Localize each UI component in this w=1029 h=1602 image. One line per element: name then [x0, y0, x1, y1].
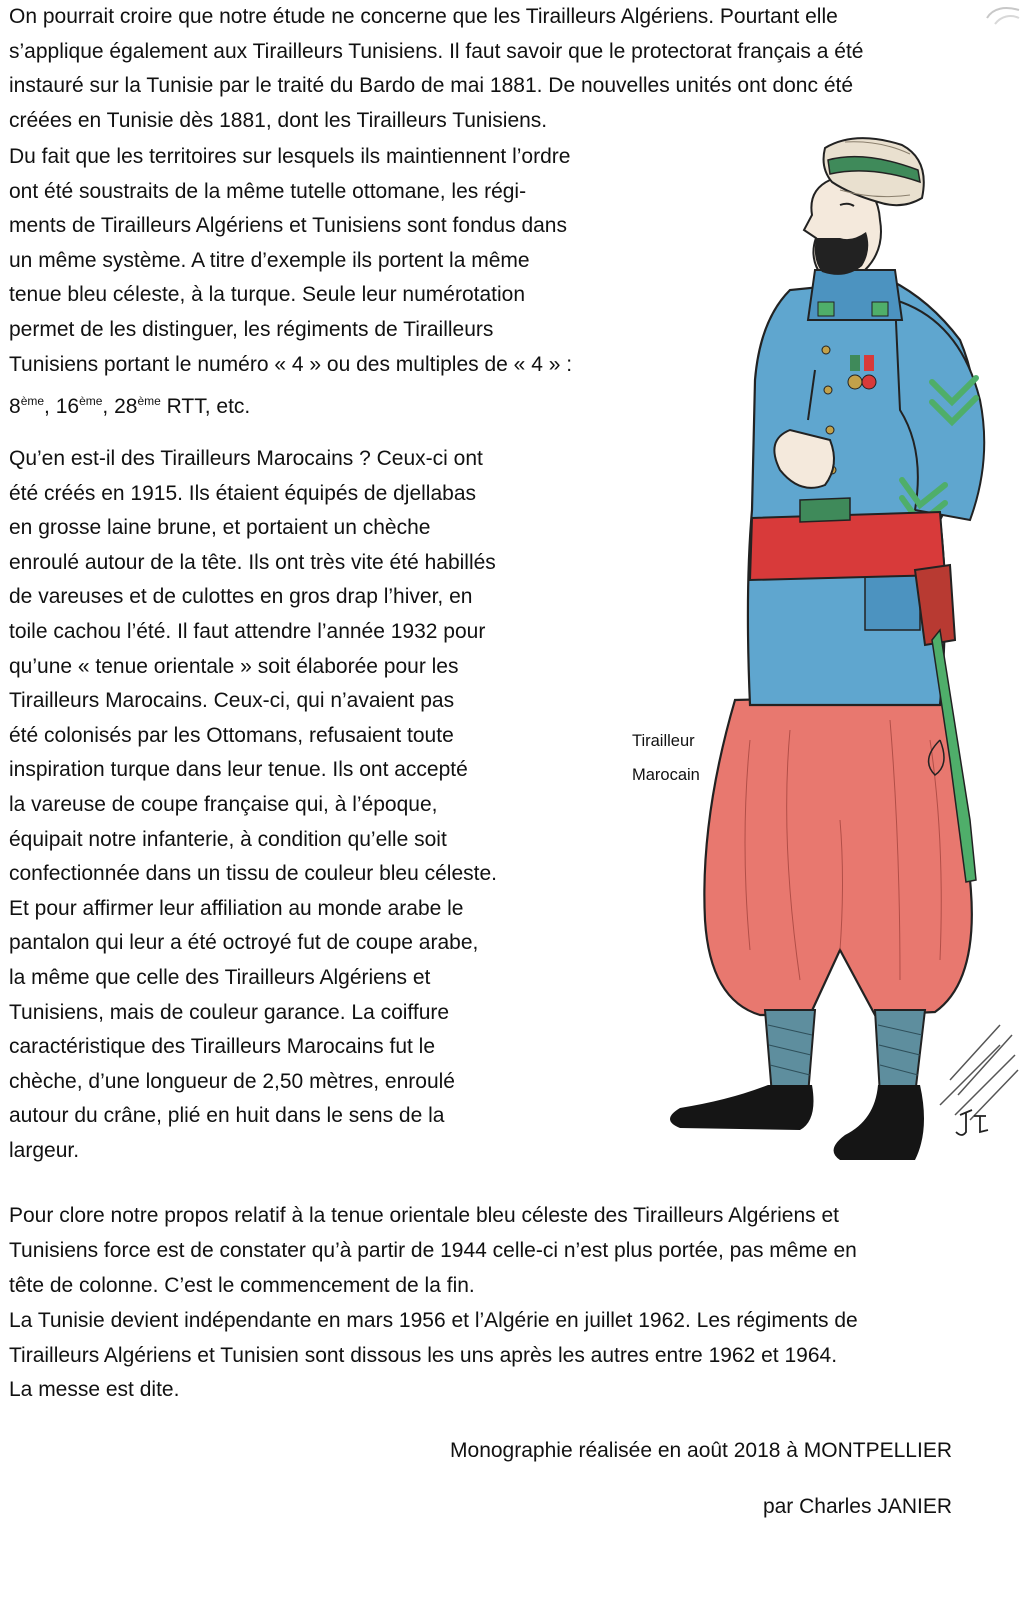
regiment-numbers-line	[9, 384, 250, 425]
ground-hatching	[940, 1025, 1018, 1120]
trousers	[704, 695, 971, 1015]
puttee-left	[765, 1010, 815, 1095]
ordinal-suffix: ème	[20, 394, 45, 408]
signature-place-date: Monographie réalisée en août 2018 à MONTPELLIER	[450, 1439, 952, 1462]
boot-right	[834, 1085, 924, 1160]
illustration-caption: Tirailleur Marocain	[632, 732, 700, 784]
puttee-right	[875, 1010, 925, 1095]
boot-left	[670, 1085, 814, 1130]
paragraph-conclusion: Pour clore notre propos relatif à la tenue orientale bleu céleste des Tirailleurs Algériens et Tunisiens force est de constater qu’à partir de 1944 celle-ci n’est plus portée, pas même en tête de colonne. C’est le commencement de la fin. La Tunisie devient indépendante en mars 1956 et l’Algérie en juillet 1962. Les régiments de Tirailleurs Algériens et Tunisien sont dissous les uns après les autres entre 1962 et 1964.	[9, 1204, 858, 1367]
number-16: , 16	[44, 395, 80, 418]
paragraph-tirailleurs-marocains: Qu’en est-il des Tirailleurs Marocains ? Ceux-ci ont été créés en 1915. Ils étaient équipés de djellabas en grosse laine brune, et portaient un chèche enroulé autour de la tête. Ils ont très vite été habillés de vareuses et de culottes en gros drap l’hiver, en toile cachou l’été. Il faut attendre l’année 1932 pour qu’une « tenue orientale » soit élaborée pour les Tirailleurs Marocains. Ceux-ci, qui n’avaient pas été colonisés par les Ottomans, refusaient toute inspiration turque dans leur tenue. Ils ont accepté la vareuse de coupe française qui, à l’époque, équipait notre infanterie, à condition qu’elle soit confectionnée dans un tissu de couleur bleu céleste. Et pour affirmer leur affiliation au monde arabe le pantalon qui leur a été octroyé fut de coupe arabe, la même que celle des Tirailleurs Algériens et Tunisiens, mais de couleur garance. La coiffure caractéristique des Tirailleurs Marocains fut le chèche, d’une longueur de 2,50 mètres, enroulé autour du crâne, plié en huit dans le sens de la largeur.	[9, 447, 497, 1162]
ordinal-suffix: ème	[79, 394, 103, 408]
paragraph-ottoman-system: Du fait que les territoires sur lesquels ils maintiennent l’ordre ont été soustraits de la même tutelle ottomane, les régi- ments de Tirailleurs Algériens et Tunisiens sont fondus dans un même système. A titre d’exemple ils portent la même tenue bleu céleste, à la turque. Seule leur numérotation permet de les distinguer, les régiments de Tirailleurs Tunisiens portant le numéro « 4 » ou des multiples de « 4 » :	[9, 145, 573, 376]
artist-monogram	[956, 1110, 988, 1135]
scan-corner-mark	[985, 4, 1021, 26]
number-8: 8	[9, 395, 21, 418]
tirailleur-marocain-illustration	[640, 120, 1020, 1200]
ordinal-suffix: ème	[137, 394, 161, 408]
signature-author: par Charles JANIER	[762, 1495, 952, 1518]
number-28: , 28	[102, 395, 138, 418]
tunic-pocket	[865, 570, 920, 630]
paragraph-closing: La messe est dite.	[9, 1378, 180, 1401]
paragraph-intro: On pourrait croire que notre étude ne concerne que les Tirailleurs Algériens. Pourtant elle s’applique également aux Tirailleurs Tunisiens. Il faut savoir que le protectorat français a été instauré sur la Tunisie par le traité du Bardo de mai 1881. De nouvelles unités ont donc été créées en Tunisie dès 1881, dont les Tirailleurs Tunisiens.	[9, 5, 864, 132]
numbers-tail: RTT, etc.	[160, 395, 251, 418]
